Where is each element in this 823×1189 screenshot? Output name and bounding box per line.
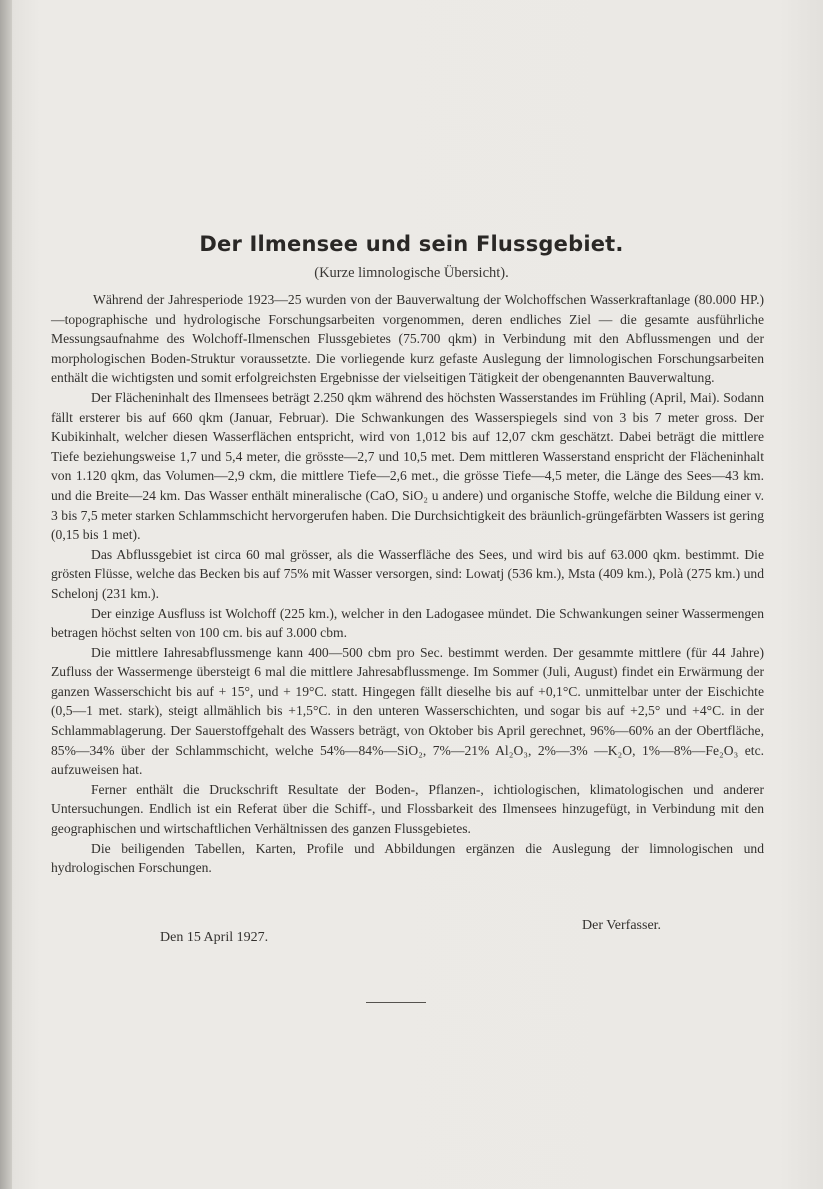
paragraph: Die beiligenden Tabellen, Karten, Profile und Abbildungen ergänzen die Auslegung der limnologischen und hydrologischen Forschungen.: [51, 840, 764, 876]
paragraph: Die mittlere Iahresabflussmenge kann 400—500 cbm pro Sec. bestimmt werden. Der gesammte mittlere (für 44 Jahre) Zufluss der Wassermenge übersteigt 6 mal die mittlere Jahresabflussmenge. Im Sommer (Juli, August) findet ein Erwärmung der ganzen Wasserschicht bis auf + 15°, und + 19°C. statt. Hingegen fällt dieselhe bis auf +0,1°C. unmittelbar unter der Eischichte (0,5—1 met. stark), steigt allmählich bis +1,5°C. in den unteren Wasserschichten, und sogar bis auf +2,5° und +4°C. in der Schlammablagerung. Der Sauerstoffgehalt des Wassers beträgt, von Oktober bis April gerechnet, 96%—60% an der Obertfläche, 85%—34% über der Schlammschicht, welche 54%—84%—SiO₂, 7%—21% Al₂O₃, 2%—3% —K₂O, 1%—8%—Fe₂O₃ etc. aufzuweisen hat.: [51, 644, 764, 778]
closing-rule: [366, 1002, 426, 1003]
document-date: Den 15 April 1927.: [160, 930, 269, 945]
paragraph: Der Flächeninhalt des Ilmensees beträgt 2.250 qkm während des höchsten Wasserstandes im Frühling (April, Mai). Sodann fällt ersterer bis auf 660 qkm (Januar, Februar). Die Schwankungen des Wasserspiegels sind von 3 bis 7 meter gross. Der Kubikinhalt, welcher diesen Wasserflächen entspricht, wird von 1,012 bis auf 12,07 ckm geschätzt. Dabei beträgt die mittlere Tiefe beziehungsweise 1,7 und 5,4 meter, die grösste—2,7 und 10,5 met. Dem mittleren Wasserstand enspricht der Flächeninhalt von 1.120 qkm, das Volumen—2,9 ckm, die mittlere Tiefe—2,6 met., die grösse Tiefe—4,5 meter, die Länge des Sees—43 km. und die Breite—24 km. Das Wasser enthält mineralische (CaO, SiO₂ u andere) und organische Stoffe, welche die Bildung einer v. 3 bis 7,5 meter starken Schlammschicht hervorgerufen haben. Die Durchsichtigkeit des bräunlich-grüngefärbten Wassers ist gering (0,15 bis 1 met).: [51, 389, 764, 543]
paragraph: Der einzige Ausfluss ist Wolchoff (225 km.), welcher in den Ladogasee mündet. Die Schwankungen seiner Wassermengen betragen höchst selten von 100 cm. bis auf 3.000 cbm.: [51, 605, 764, 641]
paragraph: Während der Jahresperiode 1923—25 wurden von der Bauverwaltung der Wolchoffschen Wasserkraftanlage (80.000 HP.)—topographische und hydrologische Forschungsarbeiten vorgenommen, deren endliches Ziel — die gesamte ausführliche Messungsaufnahme des Wolchoff-Ilmenschen Flussgebietes (75.700 qkm) in Verbindung mit den Abflussmengen und der morphologischen Boden-Struktur voraussetzte. Die vorliegende kurz gefaste Auslegung der limnologischen Forschungsarbeiten enthält die wichtigsten und somit erfolgreichsten Ergebnisse der vielseitigen Tätigkeit der obengenannten Bauverwaltung.: [51, 292, 764, 386]
page-spine-shadow: [0, 0, 12, 1189]
document-subtitle: (Kurze limnologische Übersicht).: [314, 265, 509, 281]
paragraph: Das Abflussgebiet ist circa 60 mal grösser, als die Wasserfläche des Sees, und wird bis auf 63.000 qkm. bestimmt. Die grösten Flüsse, welche das Becken bis auf 75% mit Wasser versorgen, sind: Lowatj (536 km.), Msta (409 km.), Polà (275 km.) und Schelonj (231 km.).: [51, 546, 764, 601]
author-signature: Der Verfasser.: [582, 918, 662, 933]
document-title: Der Ilmensee und sein Flussgebiet.: [199, 232, 624, 256]
paragraph: Ferner enthält die Druckschrift Resultate der Boden-, Pflanzen-, ichtiologischen, klimatologischen und anderer Untersuchungen. Endlich ist ein Referat über die Schiff-, und Flossbarkeit des Ilmensees hinzugefügt, in Verbindung mit den geographischen und wirtschaftlichen Verhältnissen des ganzen Flussgebietes.: [51, 781, 764, 837]
document-body: [51, 290, 764, 878]
